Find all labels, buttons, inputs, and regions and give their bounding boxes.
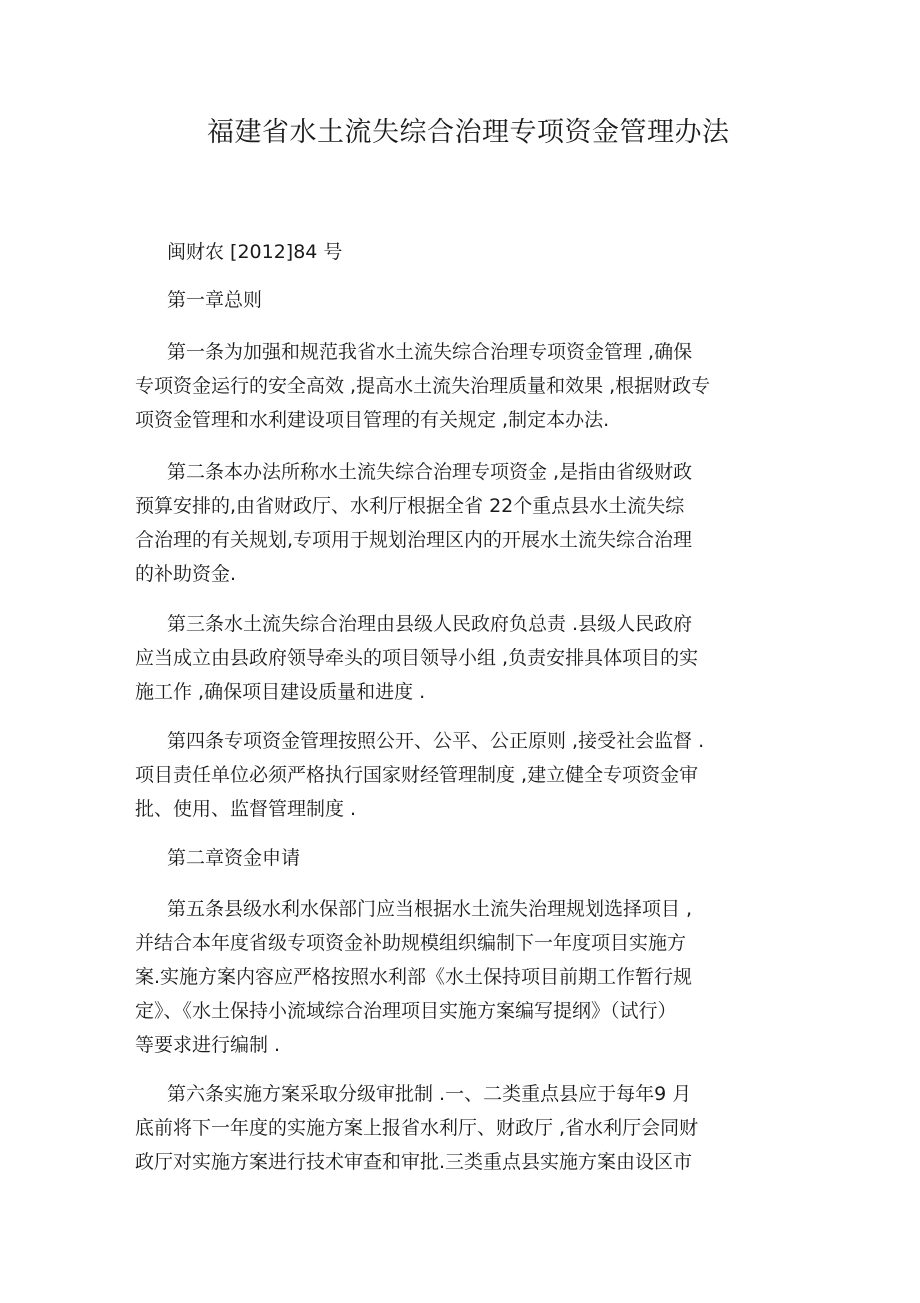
chapter-heading: 第二章资金申请 [167,847,301,869]
document-title: 福建省水土流失综合治理专项资金管理办法 [207,117,730,148]
paragraph-line: 第六条实施方案采取分级审批制 .一、二类重点县应于每年9 月 [167,1083,692,1105]
paragraph-line: 第五条县级水利水保部门应当根据水土流失治理规划选择项目 , [167,898,693,920]
paragraph-line: 第三条水土流失综合治理由县级人民政府负总责 .县级人民政府 [167,613,693,635]
paragraph-line: 专项资金运行的安全高效 ,提高水土流失治理质量和效果 ,根据财政专 [135,375,711,397]
paragraph-line: 预算安排的,由省财政厅、水利厅根据全省 22个重点县水土流失综 [135,495,685,517]
paragraph-line: 的补助资金. [135,563,237,585]
document-number: 闽财农 [2012]84 号 [167,241,343,263]
paragraph-line: 合治理的有关规划,专项用于规划治理区内的开展水土流失综合治理 [135,529,693,551]
paragraph-line: 项资金管理和水利建设项目管理的有关规定 ,制定本办法. [135,409,610,431]
paragraph-line: 底前将下一年度的实施方案上报省水利厅、财政厅 ,省水利厅会同财 [135,1117,699,1139]
paragraph-line: 第一条为加强和规范我省水土流失综合治理专项资金管理 ,确保 [167,341,693,363]
paragraph-line: 施工作 ,确保项目建设质量和进度 . [135,681,426,703]
paragraph-line: 并结合本年度省级专项资金补助规模组织编制下一年度项目实施方 [135,932,687,954]
chapter-heading: 第一章总则 [167,289,263,311]
paragraph-line: 政厅对实施方案进行技术审查和审批.三类重点县实施方案由设区市 [135,1151,693,1173]
paragraph-line: 应当成立由县政府领导牵头的项目领导小组 ,负责安排具体项目的实 [135,647,699,669]
paragraph-line: 等要求进行编制 . [135,1034,281,1056]
paragraph-line: 第四条专项资金管理按照公开、公平、公正原则 ,接受社会监督 . [167,730,705,752]
paragraph-line: 定》、《水土保持小流域综合治理项目实施方案编写提纲》（试行） [135,1000,677,1022]
paragraph-line: 批、使用、监督管理制度 . [135,798,357,820]
paragraph-line: 案.实施方案内容应严格按照水利部《水土保持项目前期工作暂行规 [135,966,693,988]
paragraph-line: 项目责任单位必须严格执行国家财经管理制度 ,建立健全专项资金审 [135,764,699,786]
paragraph-line: 第二条本办法所称水土流失综合治理专项资金 ,是指由省级财政 [167,461,693,483]
